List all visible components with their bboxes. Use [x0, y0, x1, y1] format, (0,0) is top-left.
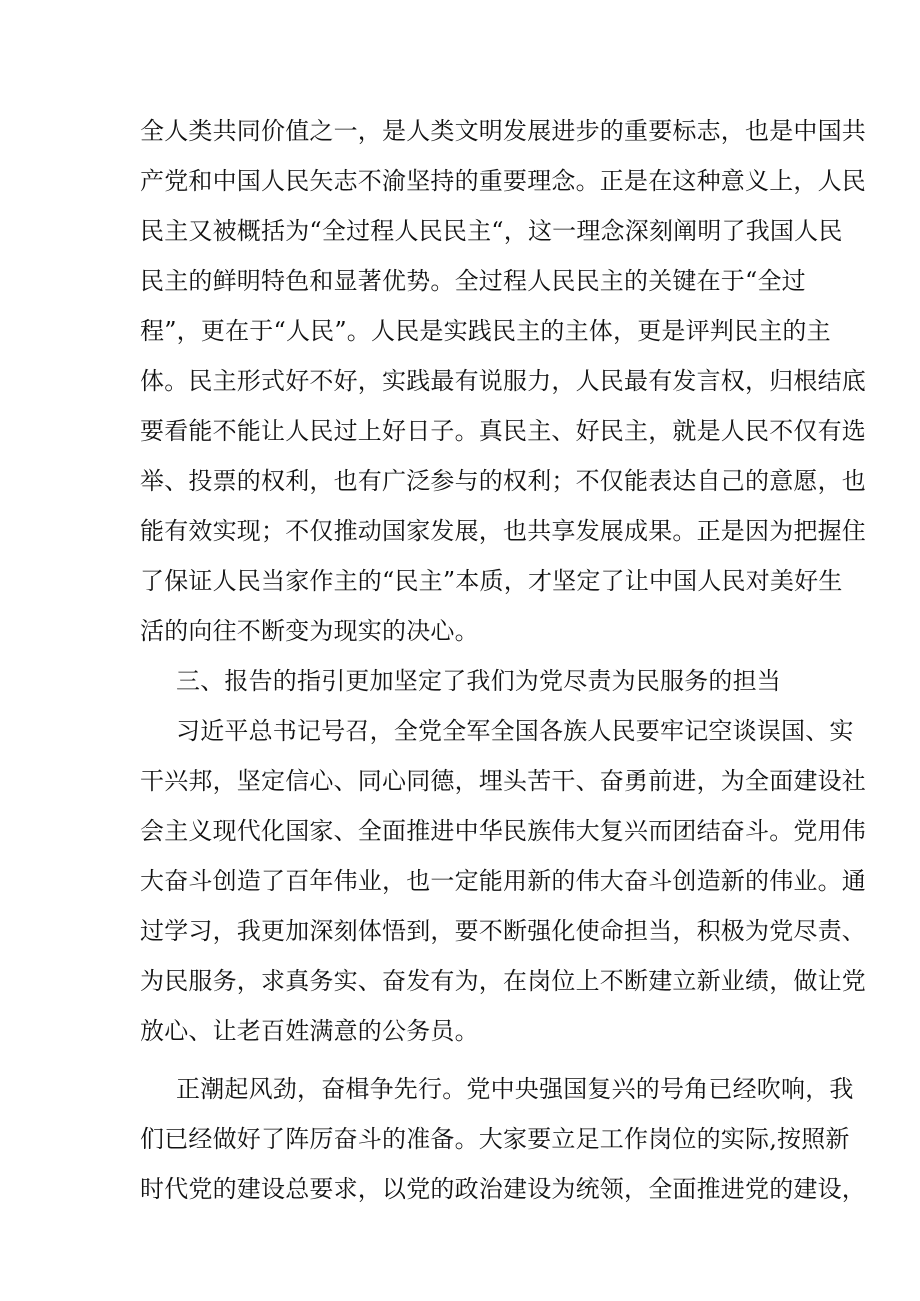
paragraph-line: 时代党的建设总要求，以党的政治建设为统领，全面推进党的建设， — [140, 1175, 866, 1203]
paragraph-line: 活的向往不断变为现实的决心。 — [140, 617, 479, 645]
paragraph-line: 全人类共同价值之一，是人类文明发展进步的重要标志，也是中国共 — [140, 117, 866, 145]
paragraph-line: 举、投票的权利，也有广泛参与的权利；不仅能表达自己的意愿，也 — [140, 467, 866, 495]
section-heading: 三、报告的指引更加坚定了我们为党尽责为民服务的担当 — [176, 667, 781, 695]
paragraph-line: 为民服务，求真务实、奋发有为，在岗位上不断建立新业绩，做让党 — [140, 967, 866, 995]
paragraph-line: 了保证人民当家作主的“民主”本质，才坚定了让中国人民对美好生 — [140, 567, 843, 595]
paragraph-line: 产党和中国人民矢志不渝坚持的重要理念。正是在这种意义上，人民 — [140, 167, 866, 195]
paragraph-line: 会主义现代化国家、全面推进中华民族伟大复兴而团结奋斗。党用伟 — [140, 817, 866, 845]
paragraph-line: 过学习，我更加深刻体悟到，要不断强化使命担当，积极为党尽责、 — [140, 917, 866, 945]
paragraph-line: 习近平总书记号召，全党全军全国各族人民要牢记空谈误国、实 — [176, 717, 854, 745]
paragraph-line: 大奋斗创造了百年伟业，也一定能用新的伟大奋斗创造新的伟业。通 — [140, 867, 866, 895]
paragraph-line: 民主的鲜明特色和显著优势。全过程人民民主的关键在于“全过 — [140, 267, 806, 295]
paragraph-line: 放心、让老百姓满意的公务员。 — [140, 1017, 479, 1045]
paragraph-line: 体。民主形式好不好，实践最有说服力，人民最有发言权，归根结底 — [140, 367, 866, 395]
paragraph-line: 干兴邦，坚定信心、同心同德，埋头苦干、奋勇前进，为全面建设社 — [140, 767, 866, 795]
paragraph-line: 们已经做好了阵厉奋斗的准备。大家要立足工作岗位的实际,按照新 — [140, 1125, 850, 1153]
paragraph-line: 民主又被概括为“全过程人民民主“，这一理念深刻阐明了我国人民 — [140, 217, 843, 245]
paragraph-line: 程”，更在于“人民”。人民是实践民主的主体，更是评判民主的主 — [140, 317, 831, 345]
paragraph-line: 正潮起风劲，奋楫争先行。党中央强国复兴的号角已经吹响，我 — [176, 1075, 854, 1103]
paragraph-line: 能有效实现；不仅推动国家发展，也共享发展成果。正是因为把握住 — [140, 517, 866, 545]
paragraph-line: 要看能不能让人民过上好日子。真民主、好民主，就是人民不仅有选 — [140, 417, 866, 445]
